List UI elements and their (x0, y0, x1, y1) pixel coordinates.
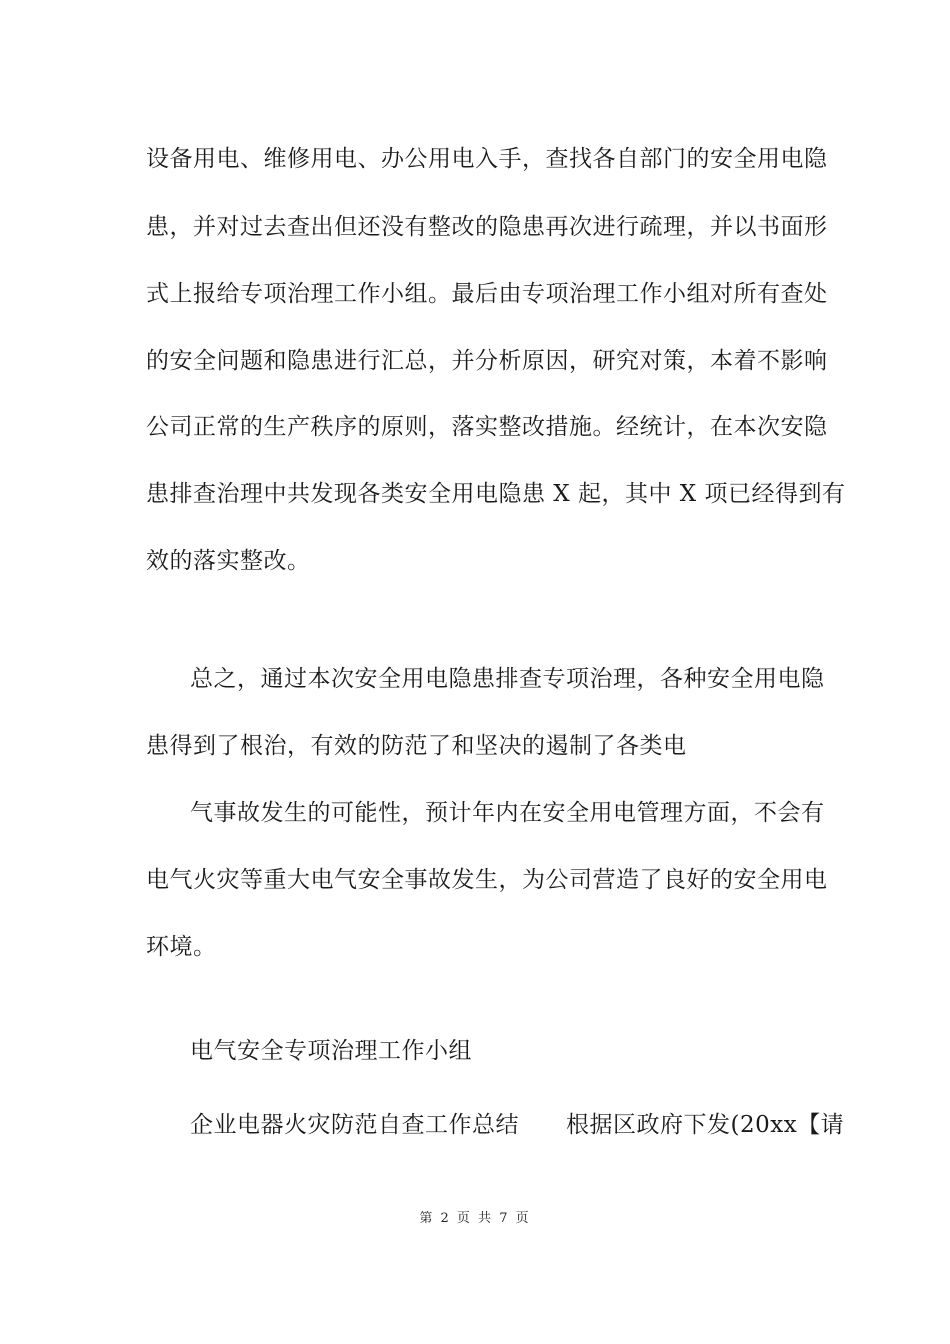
body-text-line: 公司正常的生产秩序的原则，落实整改措施。经统计，在本次安隐 (146, 414, 828, 440)
body-text-line: 环境。 (146, 934, 217, 960)
body-text-line: 患得到了根治，有效的防范了和坚决的遏制了各类电 (146, 733, 687, 759)
body-text-line: 效的落实整改。 (146, 548, 311, 574)
page-number-footer: 第 2 页 共 7 页 (419, 1211, 531, 1226)
body-text-line: 企业电器火灾防范自查工作总结 根据区政府下发(20xx【请 (190, 1112, 845, 1138)
body-text-line: 气事故发生的可能性，预计年内在安全用电管理方面，不会有 (190, 800, 825, 826)
body-text-line: 的安全问题和隐患进行汇总，并分析原因，研究对策，本着不影响 (146, 348, 828, 374)
body-text-line: 总之，通过本次安全用电隐患排查专项治理，各种安全用电隐 (190, 666, 825, 692)
body-text-line: 患排查治理中共发现各类安全用电隐患 X 起，其中 X 项已经得到有 (146, 481, 846, 507)
body-text-line: 患，并对过去查出但还没有整改的隐患再次进行疏理，并以书面形 (146, 214, 828, 240)
body-text-line: 式上报给专项治理工作小组。最后由专项治理工作小组对所有查处 (146, 281, 828, 307)
body-text-line: 电气火灾等重大电气安全事故发生，为公司营造了良好的安全用电 (146, 867, 828, 893)
body-text-line: 设备用电、维修用电、办公用电入手，查找各自部门的安全用电隐 (146, 146, 828, 172)
signature-line: 电气安全专项治理工作小组 (190, 1038, 472, 1064)
